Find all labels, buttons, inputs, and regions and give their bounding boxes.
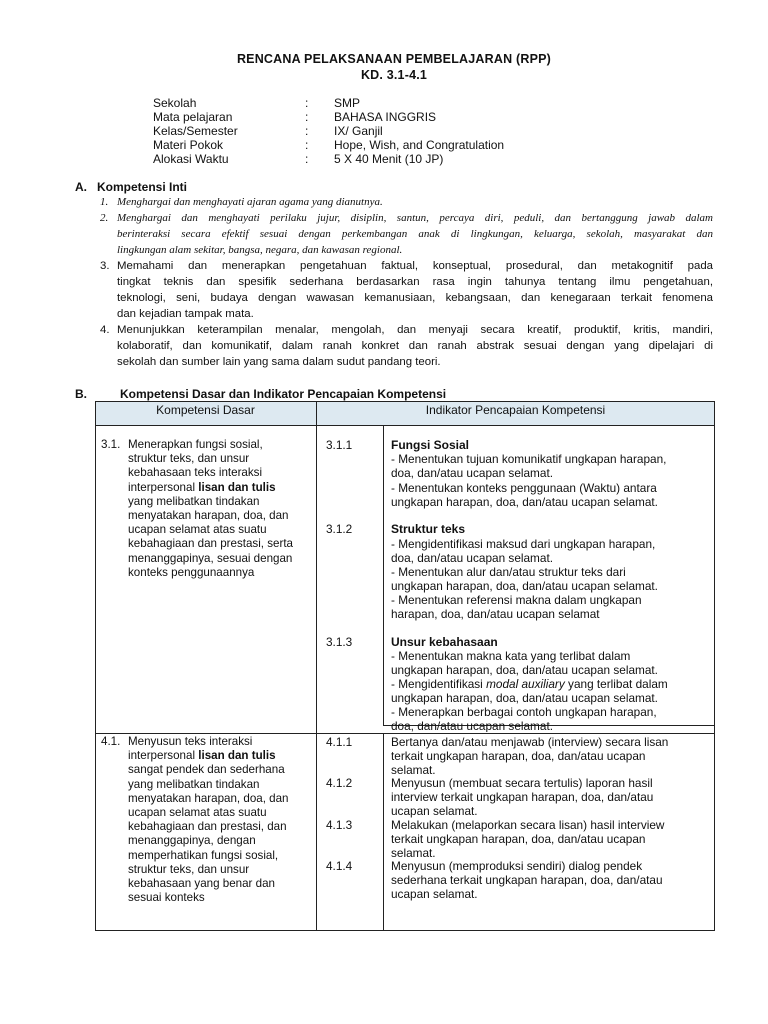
info-value-alokasi: 5 X 40 Menit (10 JP) (334, 152, 444, 166)
ki-line: sekolah dan sumber lain yang sama dalam sudut pandang teori. (117, 356, 441, 368)
kd-line: menanggapinya, sesuai dengan (128, 551, 293, 565)
indicator-divider (383, 733, 384, 931)
indicator-line: - Menentukan makna kata yang terlibat dalam (391, 649, 631, 663)
kd-3-1-text (128, 438, 314, 580)
kd-line: sesuai konteks (128, 891, 205, 905)
indicator-line: terkait ungkapan harapan, doa, dan/atau ucapan (391, 749, 646, 763)
ki-line: Memahami dan menerapkan pengetahuan faktual, konseptual, prosedural, dan metakognitif pada (117, 260, 713, 272)
indicator-line: harapan, doa, dan/atau ucapan selamat (391, 607, 600, 621)
info-value-sekolah: SMP (334, 96, 361, 110)
indicator-line: ungkapan harapan, doa, dan/atau ucapan selamat. (391, 579, 658, 593)
indicator-line: - Menentukan referensi makna dalam ungkapan (391, 593, 642, 607)
ki-number: 1. (100, 196, 109, 208)
indicator-line: terkait ungkapan harapan, doa, dan/atau ucapan (391, 832, 646, 846)
indicator-code: 3.1.3 (326, 635, 353, 649)
info-label-materi: Materi Pokok (153, 138, 224, 152)
ki-number: 3. (100, 260, 110, 272)
indicator-line: - Menerapkan berbagai contoh ungkapan harapan, (391, 705, 657, 719)
section-a-heading: Kompetensi Inti (97, 180, 188, 194)
ki-line: lingkungan alam sekitar, bangsa, negara, dan kawasan regional. (117, 244, 403, 256)
kd-line: ucapan selamat atas suatu (128, 523, 267, 537)
indicator-line: sederhana terkait ungkapan harapan, doa, dan/atau (391, 873, 663, 887)
indicator-code: 4.1.2 (326, 776, 353, 790)
indicator-line: Melakukan (melaporkan secara lisan) hasil interview (391, 818, 665, 832)
info-value-materi: Hope, Wish, and Congratulation (334, 138, 505, 152)
kd-4-1-text (128, 735, 314, 905)
ki-line: tingkat teknis dan spesifik sederhana berdasarkan rasa ingin tahunya tentang ilmu pengetahuan, (117, 276, 713, 288)
kd-line-part: interpersonal (128, 749, 199, 763)
indicator-line: selamat. (391, 846, 436, 860)
info-colon: : (305, 124, 309, 138)
column-divider (316, 401, 317, 931)
info-label-mapel: Mata pelajaran (153, 110, 233, 124)
info-colon: : (305, 96, 309, 110)
document-title: RENCANA PELAKSANAAN PEMBELAJARAN (RPP) (236, 52, 552, 66)
kd-line: Menyusun teks interaksi (128, 735, 253, 748)
kd-line: yang melibatkan tindakan (128, 777, 260, 791)
kd-line: sangat pendek dan sederhana (128, 763, 285, 777)
indicator-line: ucapan selamat. (391, 887, 478, 901)
info-colon: : (305, 152, 309, 166)
indicator-code: 4.1.4 (326, 859, 353, 873)
kd-number: 3.1. (101, 438, 121, 451)
indicator-line: - Menentukan alur dan/atau struktur teks dari (391, 565, 626, 579)
ki-item-4 (117, 322, 713, 370)
kd-line: menanggapinya, dengan (128, 834, 256, 848)
kd-line (128, 481, 314, 495)
indicator-line: ucapan selamat. (391, 804, 478, 818)
indicator-line: doa, dan/atau ucapan selamat. (391, 719, 553, 732)
indicator-line: doa, dan/atau ucapan selamat. (391, 466, 553, 480)
indicator-divider (383, 425, 384, 725)
indicator-line: doa, dan/atau ucapan selamat. (391, 551, 553, 565)
section-b-letter: B. (75, 387, 87, 401)
info-colon: : (305, 110, 309, 124)
section-b-heading: Kompetensi Dasar dan Indikator Pencapaian Kompetensi (120, 387, 447, 401)
kd-line: struktur teks, dan unsur (128, 862, 250, 876)
indicator-code: 4.1.3 (326, 818, 353, 832)
info-label-kelas: Kelas/Semester (153, 124, 238, 138)
kd-line (128, 749, 314, 763)
kd-line: menyatakan harapan, doa, dan (128, 509, 289, 523)
indicator-code: 4.1.1 (326, 735, 353, 749)
indicator-line-part: yang terlibat dalam (564, 677, 668, 691)
indicator-heading: Fungsi Sosial (391, 438, 470, 452)
column-header-ipk: Indikator Pencapaian Kompetensi (425, 403, 606, 417)
kd-emphasis: lisan dan tulis (198, 480, 276, 494)
kd-line: kebahagiaan dan prestasi, serta (128, 537, 294, 551)
info-value-mapel: BAHASA INGGRIS (334, 110, 437, 124)
kd-line: struktur teks, dan unsur (128, 452, 250, 466)
kd-line: kebahasaan teks interaksi (128, 466, 263, 480)
ki-line: Menunjukkan keterampilan menalar, mengolah, dan menyaji secara kreatif, produktif, kritis, mandiri, (117, 324, 713, 336)
section-a-letter: A. (75, 180, 87, 194)
kd-line: konteks penggunaannya (128, 565, 255, 579)
ki-line: Menghargai dan menghayati ajaran agama yang dianutnya. (117, 196, 383, 208)
ki-number: 2. (100, 212, 109, 224)
info-colon: : (305, 138, 309, 152)
indicator-emphasis: modal auxiliary (486, 677, 565, 691)
row-divider (95, 733, 715, 734)
indicator-line: ungkapan harapan, doa, dan/atau ucapan selamat. (391, 663, 658, 677)
document-subtitle: KD. 3.1-4.1 (360, 68, 428, 82)
kd-number: 4.1. (101, 735, 121, 748)
ki-line: Menghargai dan menghayati perilaku jujur, disiplin, santun, percaya diri, peduli, dan bertanggung jawab dalam (117, 212, 713, 224)
indicator-code: 3.1.1 (326, 438, 353, 452)
indicator-heading: Struktur teks (391, 522, 466, 536)
kd-line: menyatakan harapan, doa, dan (128, 791, 289, 805)
indicator-line: ungkapan harapan, doa, dan/atau ucapan selamat. (391, 495, 658, 509)
indicator-line: - Mengidentifikasi maksud dari ungkapan harapan, (391, 537, 656, 551)
indicator-line: selamat. (391, 763, 436, 777)
kd-line: memperhatikan fungsi sosial, (128, 848, 279, 862)
info-label-sekolah: Sekolah (153, 96, 197, 110)
indicator-line: Menyusun (memproduksi sendiri) dialog pendek (391, 859, 643, 873)
indicator-line: Bertanya dan/atau menjawab (interview) secara lisan (391, 735, 669, 749)
indicator-code: 3.1.2 (326, 522, 353, 536)
indicator-line: ungkapan harapan, doa, dan/atau ucapan selamat. (391, 691, 658, 705)
indicator-line: - Menentukan tujuan komunikatif ungkapan harapan, (391, 452, 667, 466)
indicator-heading: Unsur kebahasaan (391, 635, 498, 649)
column-header-kd: Kompetensi Dasar (156, 403, 255, 417)
indicator-line: interview terkait ungkapan harapan, doa, dan/atau (391, 790, 654, 804)
kd-emphasis: lisan dan tulis (198, 749, 276, 763)
indicator-line: - Menentukan konteks penggunaan (Waktu) antara (391, 481, 657, 495)
kd-line: kebahasaan yang benar dan (128, 877, 275, 891)
ki-item-1 (117, 194, 713, 210)
ki-line: kolaboratif, dan komunikatif, dalam ranah konkret dan ranah abstrak sesuai dengan yang dipelajari di (117, 340, 713, 352)
kd-line: Menerapkan fungsi sosial, (128, 438, 263, 451)
kd-line: yang melibatkan tindakan (128, 494, 260, 508)
kd-line-part: interpersonal (128, 480, 199, 494)
indicator-line (391, 677, 668, 691)
indicator-line: Menyusun (membuat secara tertulis) laporan hasil (391, 776, 653, 790)
info-value-kelas: IX/ Ganjil (334, 124, 383, 138)
ki-line: teknologi, seni, budaya dengan wawasan kemanusiaan, kebangsaan, dan kenegaraan terkait fenomena (117, 292, 713, 304)
kd-line: ucapan selamat atas suatu (128, 806, 267, 820)
ki-number: 4. (100, 324, 110, 336)
indicator-line-part: - Mengidentifikasi (391, 677, 487, 691)
ki-line: berinteraksi secara efektif sesuai dengan perkembangan anak di lingkungan, keluarga, sekolah, masyarakat dan (117, 228, 713, 240)
ki-item-2 (117, 210, 713, 258)
ki-line: dan kejadian tampak mata. (117, 308, 254, 320)
header-divider (95, 425, 715, 426)
kd-line: kebahagiaan dan prestasi, dan (128, 820, 287, 834)
info-label-alokasi: Alokasi Waktu (153, 152, 229, 166)
ki-item-3 (117, 258, 713, 322)
